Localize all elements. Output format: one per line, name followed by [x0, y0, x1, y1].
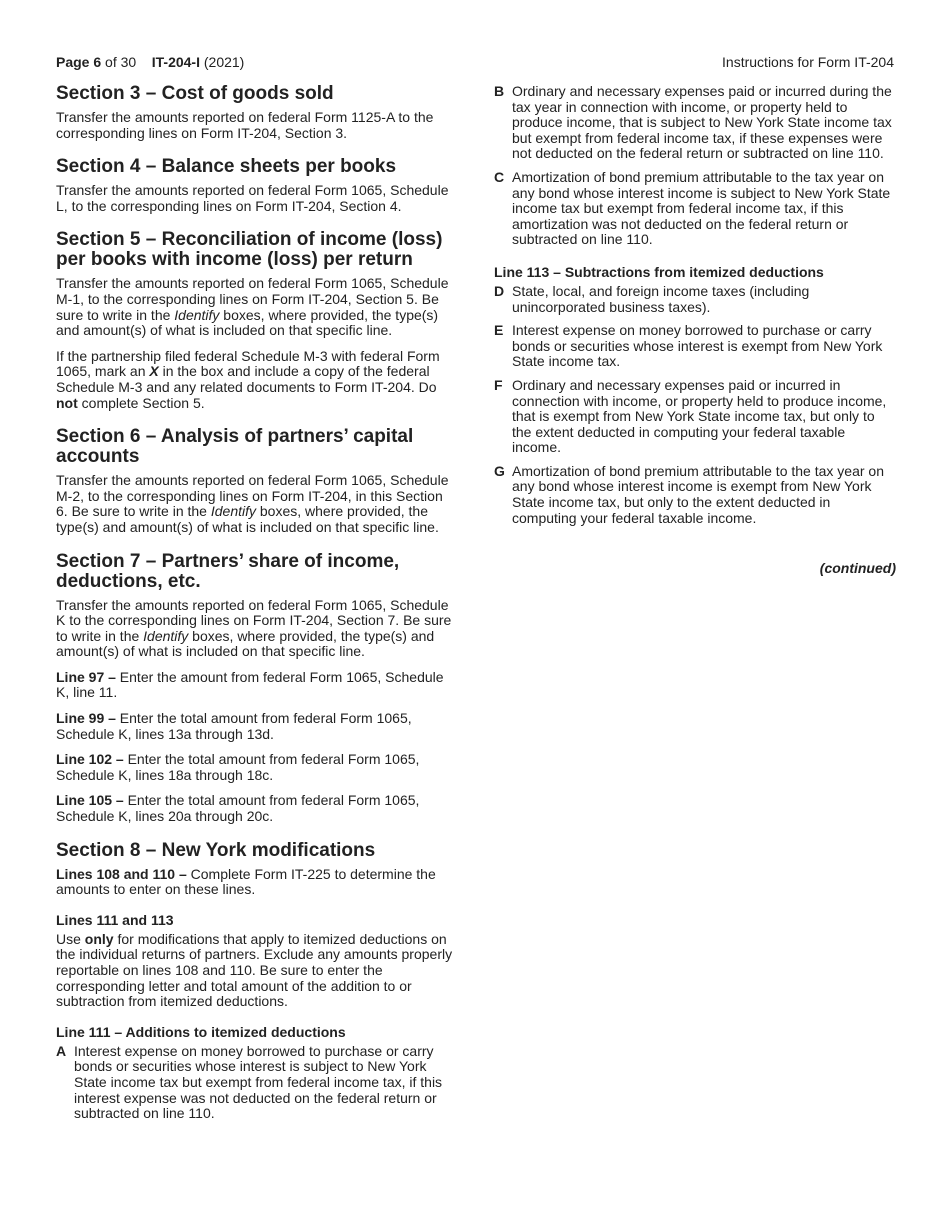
section-8	[56, 841, 458, 1122]
line-99: Line 99 – Enter the total amount from federal Form 1065, Schedule K, lines 13a through 13d.	[56, 710, 412, 742]
section-7	[56, 552, 458, 825]
section-4-title: Section 4 – Balance sheets per books	[56, 156, 397, 178]
lines-111-113-title: Lines 111 and 113	[56, 911, 174, 928]
page-total: of 30	[105, 54, 137, 70]
line-102: Line 102 – Enter the total amount from federal Form 1065, Schedule K, lines 18a through 18c.	[56, 751, 420, 783]
section-6-title: Section 6 – Analysis of partners’ capital accounts	[56, 426, 414, 468]
line-105: Line 105 – Enter the total amount from federal Form 1065, Schedule K, lines 20a through 20c.	[56, 792, 420, 825]
list-item-g	[494, 464, 896, 526]
item-text: Interest expense on money borrowed to purchase or carry bonds or securities whose interest is exempt from New York State income tax.	[512, 322, 883, 370]
form-id: IT-204-I	[151, 54, 200, 70]
list-item-e	[494, 323, 896, 370]
list-item-d	[494, 284, 896, 315]
list-item-f	[494, 378, 896, 456]
continued-note: (continued)	[819, 560, 896, 577]
item-letter: E	[494, 322, 504, 339]
section-6-text: Transfer the amounts reported on federal Form 1065, Schedule M-2, to the corresponding lines on Form IT-204, in this Section 6. Be sure to write in the Identify boxes, where provided, the type(s) and amount(s) of what is included on that specific line.	[56, 472, 449, 535]
left-column	[56, 84, 458, 1138]
item-letter: A	[56, 1042, 67, 1059]
item-letter: B	[494, 83, 505, 99]
line-97: Line 97 – Enter the amount from federal Form 1065, Schedule K, line 11.	[56, 668, 444, 701]
page-header-left	[56, 54, 244, 70]
section-5	[56, 230, 458, 411]
item-letter: F	[494, 376, 503, 393]
section-3-title: Section 3 – Cost of goods sold	[56, 83, 334, 104]
section-3	[56, 84, 458, 141]
item-text: State, local, and foreign income taxes (including unincorporated business taxes).	[512, 282, 810, 315]
item-letter: G	[494, 462, 505, 479]
item-text: Ordinary and necessary expenses paid or incurred during the tax year in connection with income, or property held to produce income, that is subject to New York State income tax but exempt from federal income tax, if these expenses were not deducted on the federal return or subtracted on line 110.	[512, 83, 892, 162]
section-8-title: Section 8 – New York modifications	[56, 839, 376, 861]
section-5-title: Section 5 – Reconciliation of income (loss) per books with income (loss) per return	[56, 229, 443, 271]
section-3-text: Transfer the amounts reported on federal Form 1125-A to the corresponding lines on Form IT-204, Section 3.	[56, 109, 434, 141]
section-6	[56, 427, 458, 535]
list-item-a	[56, 1044, 458, 1122]
lines-108-110: Lines 108 and 110 – Complete Form IT-225 to determine the amounts to enter on these lines.	[56, 865, 436, 898]
item-text: Amortization of bond premium attributable to the tax year on any bond whose interest income is subject to New York State income tax but exempt from federal income tax, if this amortization was not deducted on the federal return or subtracted on line 110.	[512, 168, 891, 248]
page-number: Page 6	[56, 54, 102, 70]
line-113-title: Line 113 – Subtractions from itemized deductions	[494, 263, 824, 280]
item-letter: C	[494, 168, 505, 185]
form-year: (2021)	[203, 54, 245, 70]
item-text: Ordinary and necessary expenses paid or incurred in connection with income, or property held to produce income, that is exempt from New York State income tax, but only to the extent deducted in computing your federal taxable income.	[512, 376, 887, 456]
section-5-text-2: If the partnership filed federal Schedule M-3 with federal Form 1065, mark an X in the box and include a copy of the federal Schedule M-3 and any related documents to Form IT-204. Do not complete Section 5.	[56, 347, 440, 411]
right-column	[494, 84, 896, 576]
section-7-text: Transfer the amounts reported on federal Form 1065, Schedule K to the corresponding lines on Form IT-204, Section 7. Be sure to write in the Identify boxes, where provided, the type(s) and amount(s) of what is included on that specific line.	[56, 596, 452, 660]
list-item-c	[494, 170, 896, 248]
item-text: Interest expense on money borrowed to purchase or carry bonds or securities whose interest is subject to New York State income tax but exempt from federal income tax, if this interest expense was not deducted on the federal return or subtracted on line 110.	[74, 1042, 443, 1122]
item-letter: D	[494, 282, 505, 299]
line-111-title: Line 111 – Additions to itemized deductions	[56, 1023, 346, 1040]
lines-111-113-text: Use only for modifications that apply to itemized deductions on the individual returns of partners. Exclude any amounts properly reportable on lines 108 and 110. Be sure to enter the corresponding letter and total amount of the addition to or subtraction from itemized deductions.	[56, 930, 453, 1010]
section-7-title: Section 7 – Partners’ share of income, deductions, etc.	[56, 550, 400, 592]
list-item-b	[494, 84, 896, 162]
section-4	[56, 157, 458, 214]
page-header-right: Instructions for Form IT-204	[722, 54, 894, 70]
section-4-text: Transfer the amounts reported on federal Form 1065, Schedule L, to the corresponding lines on Form IT-204, Section 4.	[56, 182, 449, 214]
item-text: Amortization of bond premium attributable to the tax year on any bond whose interest income is exempt from New York State income tax, but only to the extent deducted in computing your federal taxable income.	[512, 462, 884, 526]
section-5-text-1: Transfer the amounts reported on federal Form 1065, Schedule M-1, to the corresponding lines on Form IT-204, Section 5. Be sure to write in the Identify boxes, where provided, the type(s) and amount(s) of what is included on that specific line.	[56, 275, 449, 339]
